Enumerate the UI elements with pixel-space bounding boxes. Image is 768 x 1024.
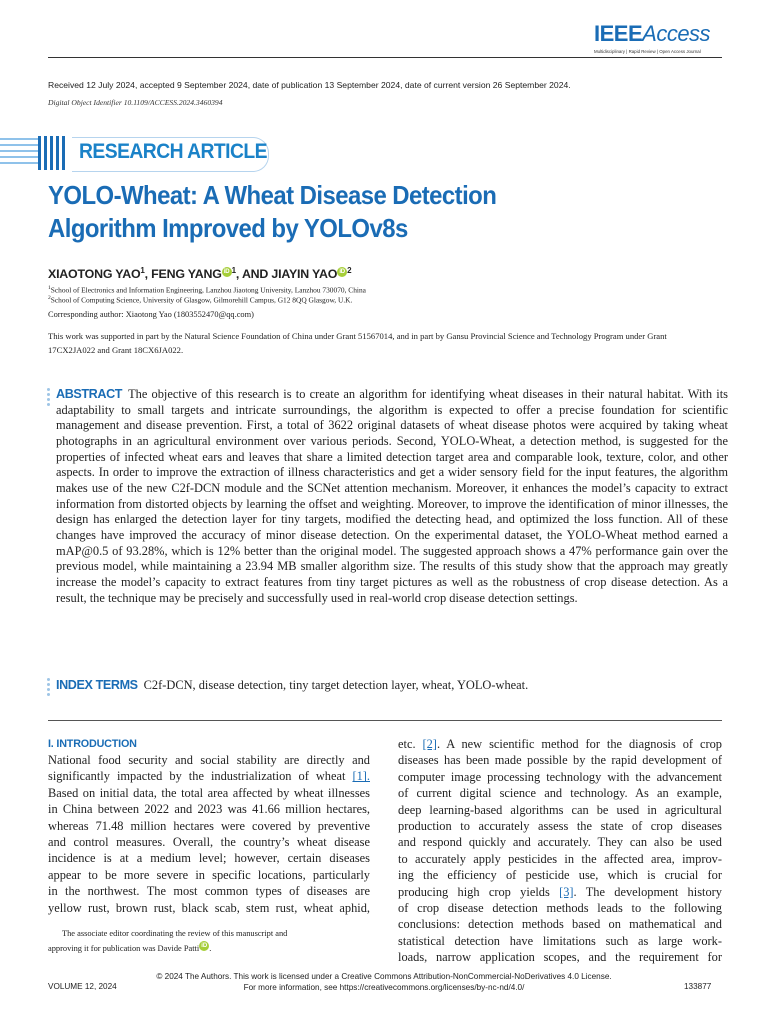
author-3-affil: 2 bbox=[347, 266, 352, 275]
body-line: Based on initial data, the total area affected by wheat illnesses bbox=[48, 785, 370, 800]
body-line: to accurately apply pesticides in the affected area, improv- bbox=[398, 851, 722, 866]
body-line: deep learning-based algorithms can be used in agricultural bbox=[398, 802, 722, 817]
affiliation-2 bbox=[48, 295, 352, 304]
header-divider bbox=[48, 57, 722, 58]
body-line: etc. [2]. A new scientific method for the diagnosis of crop bbox=[398, 737, 722, 751]
banner-stripes-icon bbox=[0, 136, 70, 170]
index-terms-dots-icon bbox=[47, 678, 51, 698]
section-heading-introduction: I. INTRODUCTION bbox=[48, 738, 137, 750]
article-type-banner: RESEARCH ARTICLE bbox=[79, 140, 267, 163]
page-number: 133877 bbox=[684, 982, 712, 991]
abstract-label: ABSTRACT bbox=[56, 387, 123, 401]
author-2-affil: 1 bbox=[231, 266, 236, 275]
body-line: whereas 71.48 million hectares were covered by preventive bbox=[48, 818, 370, 833]
funding-statement: This work was supported in part by the Natural Science Foundation of China under Grant 51567014, and in part by Gansu Provincial Science and Technology Program under Grant 17CX2JA022 and Grant 18CX6JA022. bbox=[48, 331, 667, 355]
body-line: diseases has been made possible by the rapid development of bbox=[398, 753, 722, 768]
author-list bbox=[48, 266, 351, 281]
section-divider bbox=[48, 720, 722, 721]
author-1-affil: 1 bbox=[140, 266, 145, 275]
title-line-2: Algorithm Improved by YOLOv8s bbox=[48, 213, 408, 243]
received-dates: Received 12 July 2024, accepted 9 September 2024, date of publication 13 September 2024, date of current version 26 September 2024. bbox=[48, 80, 571, 90]
author-sep: , bbox=[144, 267, 152, 282]
affiliation-2-text: School of Computing Science, University of Glasgow, Gilmorehill Campus, G12 8QQ Glasgow, U.K. bbox=[50, 295, 353, 305]
body-line: and control measures. Overall, the country’s wheat disease bbox=[48, 835, 370, 850]
right-column bbox=[398, 736, 722, 966]
author-1: XIAOTONG YAO bbox=[48, 267, 141, 282]
orcid-icon[interactable]: iD bbox=[201, 943, 208, 950]
body-line: incidence is at a medium level; however, certain diseases bbox=[48, 851, 370, 866]
license-line-2[interactable]: For more information, see https://creativecommons.org/licenses/by-nc-nd/4.0/ bbox=[243, 983, 525, 992]
body-line: in the northwest. The most common types of diseases are bbox=[48, 884, 370, 899]
index-terms-text: C2f-DCN, disease detection, tiny target detection layer, wheat, YOLO-wheat. bbox=[143, 678, 529, 692]
license-line-1: © 2024 The Authors. This work is licensed under a Creative Commons Attribution-NonCommercial-NoDerivatives 4.0 License. bbox=[156, 972, 612, 981]
body-line: and respond quickly and accurately. They can also be used bbox=[398, 835, 722, 850]
body-line: producing high crop yields [3]. The development history bbox=[398, 884, 722, 899]
logo-bold: IEEE bbox=[594, 21, 643, 46]
ieee-access-logo bbox=[594, 22, 722, 54]
body-line: statistical detection have limitations such as large work- bbox=[398, 933, 722, 948]
affiliation-1-text: School of Electronics and Information Engineering, Lanzhou Jiaotong University, Lanzhou 730070, China bbox=[50, 285, 366, 295]
abstract bbox=[56, 387, 728, 606]
affiliation-1 bbox=[48, 285, 366, 294]
footnote-line-2: approving it for publication was Davide Patti iD . bbox=[48, 943, 212, 953]
author-2: FENG YANG bbox=[151, 267, 222, 282]
orcid-icon[interactable]: iD bbox=[337, 267, 347, 277]
license-notice bbox=[100, 971, 668, 993]
body-line: conclusions: detection methods based on mathematical and bbox=[398, 917, 722, 932]
body-line: National food security and social stability are directly and bbox=[48, 753, 370, 767]
footnote-line-1: The associate editor coordinating the review of this manuscript and bbox=[62, 929, 288, 938]
orcid-icon[interactable]: iD bbox=[222, 267, 232, 277]
doi: Digital Object Identifier 10.1109/ACCESS.2024.3460394 bbox=[48, 98, 223, 107]
body-line: in China between 2022 and 2023 was 41.66 million hectares, bbox=[48, 802, 370, 817]
citation-link-3[interactable]: [3] bbox=[559, 884, 574, 899]
body-line: of crop disease detection methods leads to the following bbox=[398, 901, 722, 916]
affiliation-2-marker: 2 bbox=[48, 295, 51, 301]
body-line: computer image processing technology with the advancement bbox=[398, 769, 722, 784]
body-line: appear to be more severe in specific locations, particularly bbox=[48, 867, 370, 882]
body-line: loads, narrow application scopes, and the requirement for bbox=[398, 950, 722, 965]
logo-italic: Access bbox=[642, 21, 711, 46]
author-sep: , bbox=[235, 267, 242, 282]
body-line: yellow rust, brown rust, black scab, stem rust, wheat aphid, bbox=[48, 900, 370, 915]
citation-link-2[interactable]: [2] bbox=[422, 737, 437, 751]
logo-tagline: Multidisciplinary | Rapid Review | Open Access Journal bbox=[594, 49, 701, 54]
abstract-dots-icon bbox=[47, 388, 51, 408]
left-column bbox=[48, 752, 370, 916]
corresponding-author: Corresponding author: Xiaotong Yao (1803552470@qq.com) bbox=[48, 310, 254, 319]
body-line: production to accurately assess the state of crop diseases bbox=[398, 819, 722, 834]
paper-title bbox=[48, 179, 688, 245]
citation-link-1[interactable]: [1]. bbox=[352, 769, 370, 784]
index-terms bbox=[56, 678, 728, 693]
affiliation-1-marker: 1 bbox=[48, 285, 51, 291]
body-line: of current digital science and technology. As an example, bbox=[398, 786, 722, 801]
title-line-1: YOLO-Wheat: A Wheat Disease Detection bbox=[48, 180, 497, 210]
abstract-text: The objective of this research is to create an algorithm for identifying wheat diseases in their natural habitat. With its adaptability to small targets and intricate surroundings, the algorithm is expected to offer a precise foundation for scientific management and disease prevention. First, a total of 3622 original datasets of wheat disease photos were acquired by taking wheat photographs in an agricultural environment over various periods. Second, YOLO-Wheat, a detection method, is suggested for the properties of infected wheat ears and leaves that share a limited detection target area and comparable look, texture, color, and other aspects. In order to improve the extraction of illness characteristics and get a wider sensory field for the input features, the algorithm makes use of the new C2f-DCN module and the SCNet attention mechanism. Moreover, it enhances the model’s capacity to extract information from distorted objects by learning the offset and weighting. Moreover, to improve the identification of minor illnesses, the design has enlarged the detection layer for tiny targets, modified the detecting head, and optimized the loss function. All of these changes have improved the accuracy of minor disease detection. On the experimental dataset, the YOLO-Wheat method earned a mAP@0.5 of 93.28%, which is 12% better than the original model. The suggested approach shows a 47% performance gain over the previous model, while maintaining a 23.94 MB smaller algorithm size. The results of this study show that the approach may greatly increase the model’s capacity to extract features from tiny target pictures as well as the robustness of crop disease detection. As a result, the technique may be precisely and successfully used in real-world crop disease detection settings. bbox=[56, 387, 728, 605]
body-line: significantly impacted by the industrialization of wheat [1]. bbox=[48, 769, 370, 784]
author-3: AND JIAYIN YAO bbox=[241, 267, 338, 282]
volume-label: VOLUME 12, 2024 bbox=[48, 982, 117, 991]
body-line: ing the efficiency of pesticide use, which is crucial for bbox=[398, 868, 722, 883]
index-terms-label: INDEX TERMS bbox=[56, 678, 138, 692]
editor-footnote bbox=[48, 926, 374, 956]
